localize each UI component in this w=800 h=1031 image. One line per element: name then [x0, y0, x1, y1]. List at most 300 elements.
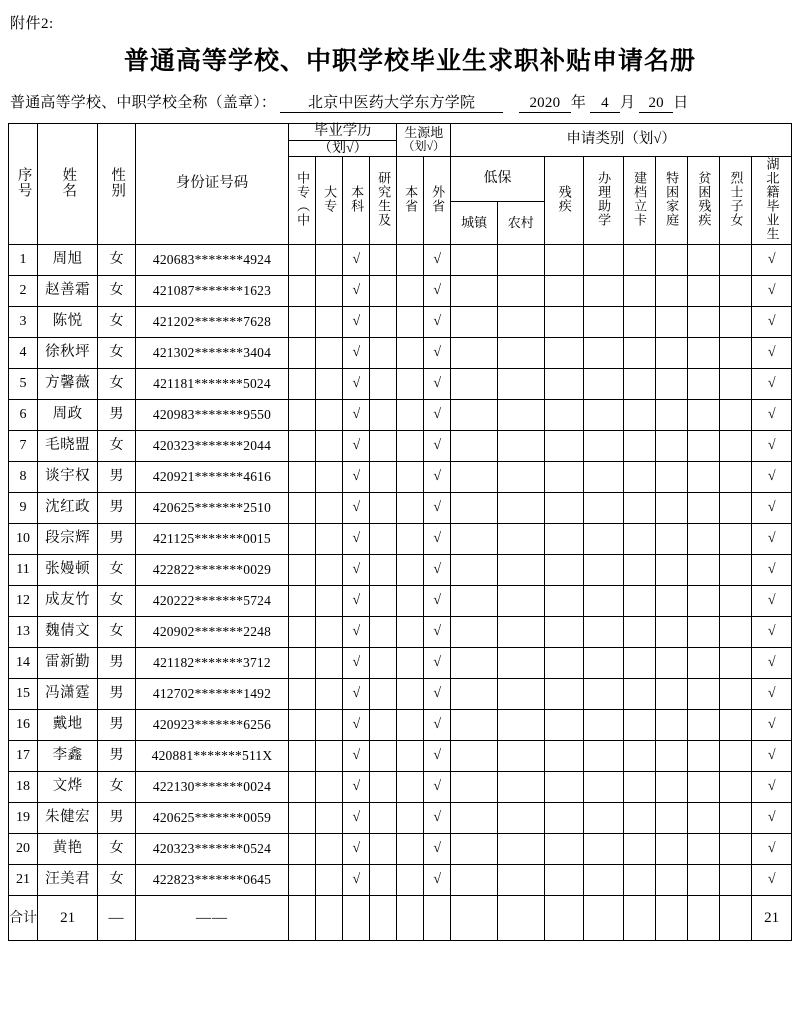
- cell-apply-check-canji[interactable]: [544, 275, 583, 306]
- cell-apply-check-pinkun[interactable]: [687, 864, 719, 895]
- cell-apply-check-canji[interactable]: [544, 523, 583, 554]
- cell-apply-check-canji[interactable]: [544, 647, 583, 678]
- cell-education-check-2[interactable]: √: [343, 833, 370, 864]
- cell-apply-check-hubei[interactable]: √: [752, 275, 792, 306]
- cell-education-check-0[interactable]: [289, 523, 316, 554]
- cell-origin-check-1[interactable]: √: [424, 368, 451, 399]
- cell-apply-check-dibao_nc[interactable]: [497, 833, 544, 864]
- cell-origin-check-0[interactable]: [397, 244, 424, 275]
- cell-education-check-0[interactable]: [289, 275, 316, 306]
- cell-apply-check-tekun[interactable]: [655, 802, 687, 833]
- cell-apply-check-lieshi[interactable]: [720, 461, 752, 492]
- cell-education-check-2[interactable]: √: [343, 709, 370, 740]
- cell-apply-check-canji[interactable]: [544, 492, 583, 523]
- cell-apply-check-canji[interactable]: [544, 244, 583, 275]
- cell-apply-check-lieshi[interactable]: [720, 306, 752, 337]
- cell-apply-check-hubei[interactable]: √: [752, 554, 792, 585]
- cell-apply-check-pinkun[interactable]: [687, 368, 719, 399]
- cell-education-check-2[interactable]: √: [343, 740, 370, 771]
- cell-education-check-2[interactable]: √: [343, 492, 370, 523]
- cell-origin-check-0[interactable]: [397, 492, 424, 523]
- cell-apply-check-pinkun[interactable]: [687, 523, 719, 554]
- cell-apply-check-tekun[interactable]: [655, 585, 687, 616]
- cell-apply-check-pinkun[interactable]: [687, 275, 719, 306]
- cell-education-check-2[interactable]: √: [343, 461, 370, 492]
- cell-education-check-0[interactable]: [289, 771, 316, 802]
- cell-education-check-3[interactable]: [370, 275, 397, 306]
- cell-apply-check-lieshi[interactable]: [720, 740, 752, 771]
- cell-education-check-2[interactable]: √: [343, 771, 370, 802]
- cell-origin-check-0[interactable]: [397, 554, 424, 585]
- school-name-field[interactable]: 北京中医药大学东方学院: [280, 91, 503, 113]
- cell-apply-check-hubei[interactable]: √: [752, 616, 792, 647]
- cell-apply-check-jiandang[interactable]: [623, 802, 655, 833]
- cell-apply-check-banli[interactable]: [584, 461, 623, 492]
- cell-apply-check-canji[interactable]: [544, 833, 583, 864]
- cell-education-check-0[interactable]: [289, 368, 316, 399]
- cell-apply-check-dibao_nc[interactable]: [497, 554, 544, 585]
- cell-apply-check-lieshi[interactable]: [720, 678, 752, 709]
- cell-apply-check-dibao_nc[interactable]: [497, 740, 544, 771]
- cell-apply-check-tekun[interactable]: [655, 771, 687, 802]
- cell-education-check-1[interactable]: [316, 430, 343, 461]
- cell-apply-check-lieshi[interactable]: [720, 802, 752, 833]
- cell-apply-check-jiandang[interactable]: [623, 616, 655, 647]
- cell-apply-check-dibao_cz[interactable]: [451, 585, 498, 616]
- cell-origin-check-1[interactable]: √: [424, 306, 451, 337]
- cell-apply-check-jiandang[interactable]: [623, 554, 655, 585]
- cell-apply-check-pinkun[interactable]: [687, 492, 719, 523]
- cell-apply-check-lieshi[interactable]: [720, 523, 752, 554]
- cell-apply-check-jiandang[interactable]: [623, 740, 655, 771]
- cell-apply-check-banli[interactable]: [584, 399, 623, 430]
- cell-education-check-0[interactable]: [289, 864, 316, 895]
- cell-education-check-2[interactable]: √: [343, 430, 370, 461]
- cell-apply-check-dibao_nc[interactable]: [497, 523, 544, 554]
- cell-apply-check-pinkun[interactable]: [687, 647, 719, 678]
- cell-apply-check-dibao_cz[interactable]: [451, 244, 498, 275]
- cell-origin-check-1[interactable]: √: [424, 709, 451, 740]
- cell-education-check-1[interactable]: [316, 771, 343, 802]
- cell-education-check-1[interactable]: [316, 306, 343, 337]
- cell-apply-check-canji[interactable]: [544, 368, 583, 399]
- cell-apply-check-banli[interactable]: [584, 430, 623, 461]
- cell-origin-check-0[interactable]: [397, 306, 424, 337]
- cell-education-check-2[interactable]: √: [343, 585, 370, 616]
- cell-apply-check-dibao_cz[interactable]: [451, 678, 498, 709]
- cell-apply-check-hubei[interactable]: √: [752, 709, 792, 740]
- cell-apply-check-dibao_cz[interactable]: [451, 368, 498, 399]
- cell-education-check-2[interactable]: √: [343, 678, 370, 709]
- cell-origin-check-1[interactable]: √: [424, 678, 451, 709]
- cell-education-check-0[interactable]: [289, 306, 316, 337]
- cell-origin-check-1[interactable]: √: [424, 275, 451, 306]
- cell-apply-check-canji[interactable]: [544, 802, 583, 833]
- cell-origin-check-1[interactable]: √: [424, 554, 451, 585]
- cell-origin-check-1[interactable]: √: [424, 523, 451, 554]
- cell-apply-check-tekun[interactable]: [655, 554, 687, 585]
- cell-origin-check-1[interactable]: √: [424, 740, 451, 771]
- cell-education-check-2[interactable]: √: [343, 554, 370, 585]
- cell-apply-check-pinkun[interactable]: [687, 585, 719, 616]
- cell-apply-check-hubei[interactable]: √: [752, 492, 792, 523]
- cell-origin-check-1[interactable]: √: [424, 802, 451, 833]
- cell-apply-check-banli[interactable]: [584, 833, 623, 864]
- cell-apply-check-banli[interactable]: [584, 802, 623, 833]
- cell-apply-check-dibao_nc[interactable]: [497, 430, 544, 461]
- cell-apply-check-tekun[interactable]: [655, 244, 687, 275]
- cell-apply-check-banli[interactable]: [584, 275, 623, 306]
- cell-apply-check-hubei[interactable]: √: [752, 647, 792, 678]
- cell-apply-check-hubei[interactable]: √: [752, 461, 792, 492]
- cell-apply-check-dibao_cz[interactable]: [451, 647, 498, 678]
- cell-apply-check-banli[interactable]: [584, 368, 623, 399]
- cell-apply-check-dibao_nc[interactable]: [497, 678, 544, 709]
- cell-origin-check-1[interactable]: √: [424, 833, 451, 864]
- cell-apply-check-hubei[interactable]: √: [752, 585, 792, 616]
- cell-origin-check-0[interactable]: [397, 833, 424, 864]
- cell-apply-check-banli[interactable]: [584, 492, 623, 523]
- cell-apply-check-banli[interactable]: [584, 616, 623, 647]
- cell-education-check-0[interactable]: [289, 244, 316, 275]
- cell-education-check-3[interactable]: [370, 678, 397, 709]
- cell-apply-check-hubei[interactable]: √: [752, 678, 792, 709]
- cell-apply-check-lieshi[interactable]: [720, 399, 752, 430]
- cell-education-check-3[interactable]: [370, 337, 397, 368]
- cell-education-check-3[interactable]: [370, 802, 397, 833]
- cell-apply-check-hubei[interactable]: √: [752, 306, 792, 337]
- cell-apply-check-tekun[interactable]: [655, 616, 687, 647]
- cell-education-check-0[interactable]: [289, 492, 316, 523]
- cell-apply-check-tekun[interactable]: [655, 275, 687, 306]
- cell-apply-check-banli[interactable]: [584, 771, 623, 802]
- cell-apply-check-lieshi[interactable]: [720, 616, 752, 647]
- cell-education-check-1[interactable]: [316, 368, 343, 399]
- cell-education-check-1[interactable]: [316, 585, 343, 616]
- cell-apply-check-tekun[interactable]: [655, 864, 687, 895]
- cell-education-check-3[interactable]: [370, 864, 397, 895]
- cell-apply-check-jiandang[interactable]: [623, 461, 655, 492]
- cell-apply-check-lieshi[interactable]: [720, 275, 752, 306]
- cell-apply-check-lieshi[interactable]: [720, 430, 752, 461]
- cell-education-check-1[interactable]: [316, 740, 343, 771]
- cell-education-check-1[interactable]: [316, 864, 343, 895]
- cell-education-check-3[interactable]: [370, 647, 397, 678]
- cell-origin-check-0[interactable]: [397, 523, 424, 554]
- cell-apply-check-pinkun[interactable]: [687, 771, 719, 802]
- cell-education-check-0[interactable]: [289, 585, 316, 616]
- cell-origin-check-0[interactable]: [397, 740, 424, 771]
- cell-apply-check-dibao_nc[interactable]: [497, 616, 544, 647]
- cell-apply-check-hubei[interactable]: √: [752, 244, 792, 275]
- cell-apply-check-pinkun[interactable]: [687, 399, 719, 430]
- cell-apply-check-dibao_cz[interactable]: [451, 864, 498, 895]
- cell-apply-check-pinkun[interactable]: [687, 244, 719, 275]
- cell-apply-check-jiandang[interactable]: [623, 337, 655, 368]
- cell-apply-check-dibao_cz[interactable]: [451, 833, 498, 864]
- cell-apply-check-pinkun[interactable]: [687, 740, 719, 771]
- cell-origin-check-1[interactable]: √: [424, 430, 451, 461]
- cell-education-check-2[interactable]: √: [343, 523, 370, 554]
- cell-apply-check-dibao_nc[interactable]: [497, 244, 544, 275]
- cell-apply-check-jiandang[interactable]: [623, 585, 655, 616]
- year-field[interactable]: 2020: [519, 95, 571, 113]
- cell-apply-check-dibao_cz[interactable]: [451, 399, 498, 430]
- cell-apply-check-jiandang[interactable]: [623, 678, 655, 709]
- cell-apply-check-canji[interactable]: [544, 337, 583, 368]
- cell-education-check-2[interactable]: √: [343, 864, 370, 895]
- cell-origin-check-0[interactable]: [397, 337, 424, 368]
- cell-education-check-2[interactable]: √: [343, 399, 370, 430]
- cell-apply-check-pinkun[interactable]: [687, 802, 719, 833]
- cell-apply-check-jiandang[interactable]: [623, 647, 655, 678]
- cell-apply-check-tekun[interactable]: [655, 337, 687, 368]
- cell-apply-check-hubei[interactable]: √: [752, 368, 792, 399]
- cell-apply-check-jiandang[interactable]: [623, 709, 655, 740]
- cell-apply-check-dibao_cz[interactable]: [451, 461, 498, 492]
- cell-origin-check-0[interactable]: [397, 864, 424, 895]
- cell-origin-check-1[interactable]: √: [424, 492, 451, 523]
- cell-education-check-1[interactable]: [316, 337, 343, 368]
- cell-apply-check-banli[interactable]: [584, 740, 623, 771]
- cell-apply-check-banli[interactable]: [584, 337, 623, 368]
- cell-education-check-3[interactable]: [370, 740, 397, 771]
- cell-apply-check-hubei[interactable]: √: [752, 523, 792, 554]
- cell-apply-check-tekun[interactable]: [655, 306, 687, 337]
- cell-apply-check-jiandang[interactable]: [623, 275, 655, 306]
- cell-apply-check-canji[interactable]: [544, 740, 583, 771]
- cell-origin-check-1[interactable]: √: [424, 399, 451, 430]
- cell-apply-check-pinkun[interactable]: [687, 833, 719, 864]
- cell-apply-check-canji[interactable]: [544, 616, 583, 647]
- cell-apply-check-pinkun[interactable]: [687, 616, 719, 647]
- cell-apply-check-dibao_cz[interactable]: [451, 523, 498, 554]
- cell-apply-check-dibao_nc[interactable]: [497, 492, 544, 523]
- cell-apply-check-dibao_cz[interactable]: [451, 616, 498, 647]
- cell-origin-check-1[interactable]: √: [424, 864, 451, 895]
- cell-apply-check-canji[interactable]: [544, 399, 583, 430]
- cell-education-check-1[interactable]: [316, 492, 343, 523]
- cell-education-check-1[interactable]: [316, 399, 343, 430]
- cell-education-check-1[interactable]: [316, 275, 343, 306]
- cell-origin-check-1[interactable]: √: [424, 244, 451, 275]
- cell-education-check-1[interactable]: [316, 616, 343, 647]
- cell-education-check-0[interactable]: [289, 678, 316, 709]
- cell-apply-check-jiandang[interactable]: [623, 523, 655, 554]
- cell-apply-check-dibao_cz[interactable]: [451, 554, 498, 585]
- cell-apply-check-dibao_nc[interactable]: [497, 275, 544, 306]
- cell-apply-check-canji[interactable]: [544, 709, 583, 740]
- cell-apply-check-jiandang[interactable]: [623, 492, 655, 523]
- cell-apply-check-lieshi[interactable]: [720, 833, 752, 864]
- cell-origin-check-0[interactable]: [397, 616, 424, 647]
- cell-apply-check-dibao_nc[interactable]: [497, 709, 544, 740]
- cell-origin-check-0[interactable]: [397, 399, 424, 430]
- cell-apply-check-dibao_cz[interactable]: [451, 771, 498, 802]
- cell-education-check-1[interactable]: [316, 709, 343, 740]
- cell-apply-check-dibao_cz[interactable]: [451, 306, 498, 337]
- cell-apply-check-pinkun[interactable]: [687, 709, 719, 740]
- cell-education-check-3[interactable]: [370, 461, 397, 492]
- cell-education-check-2[interactable]: √: [343, 275, 370, 306]
- cell-apply-check-jiandang[interactable]: [623, 771, 655, 802]
- cell-apply-check-hubei[interactable]: √: [752, 337, 792, 368]
- cell-education-check-3[interactable]: [370, 430, 397, 461]
- cell-apply-check-tekun[interactable]: [655, 492, 687, 523]
- cell-apply-check-hubei[interactable]: √: [752, 802, 792, 833]
- cell-education-check-3[interactable]: [370, 306, 397, 337]
- cell-apply-check-dibao_nc[interactable]: [497, 461, 544, 492]
- cell-origin-check-0[interactable]: [397, 430, 424, 461]
- cell-apply-check-pinkun[interactable]: [687, 337, 719, 368]
- cell-origin-check-0[interactable]: [397, 771, 424, 802]
- cell-education-check-0[interactable]: [289, 461, 316, 492]
- cell-apply-check-dibao_nc[interactable]: [497, 802, 544, 833]
- cell-education-check-2[interactable]: √: [343, 368, 370, 399]
- cell-education-check-0[interactable]: [289, 647, 316, 678]
- cell-education-check-0[interactable]: [289, 802, 316, 833]
- cell-apply-check-banli[interactable]: [584, 678, 623, 709]
- cell-origin-check-1[interactable]: √: [424, 616, 451, 647]
- cell-apply-check-dibao_nc[interactable]: [497, 864, 544, 895]
- cell-apply-check-hubei[interactable]: √: [752, 430, 792, 461]
- cell-apply-check-lieshi[interactable]: [720, 368, 752, 399]
- cell-apply-check-banli[interactable]: [584, 554, 623, 585]
- cell-apply-check-dibao_nc[interactable]: [497, 585, 544, 616]
- cell-apply-check-tekun[interactable]: [655, 523, 687, 554]
- cell-apply-check-dibao_nc[interactable]: [497, 399, 544, 430]
- cell-apply-check-canji[interactable]: [544, 585, 583, 616]
- cell-education-check-3[interactable]: [370, 492, 397, 523]
- cell-origin-check-1[interactable]: √: [424, 337, 451, 368]
- cell-apply-check-tekun[interactable]: [655, 833, 687, 864]
- cell-apply-check-banli[interactable]: [584, 864, 623, 895]
- cell-apply-check-banli[interactable]: [584, 647, 623, 678]
- cell-apply-check-dibao_nc[interactable]: [497, 647, 544, 678]
- cell-education-check-2[interactable]: √: [343, 244, 370, 275]
- cell-apply-check-dibao_nc[interactable]: [497, 368, 544, 399]
- cell-apply-check-dibao_cz[interactable]: [451, 275, 498, 306]
- cell-apply-check-lieshi[interactable]: [720, 585, 752, 616]
- cell-origin-check-1[interactable]: √: [424, 585, 451, 616]
- cell-apply-check-dibao_cz[interactable]: [451, 802, 498, 833]
- cell-apply-check-tekun[interactable]: [655, 709, 687, 740]
- cell-apply-check-canji[interactable]: [544, 864, 583, 895]
- cell-origin-check-0[interactable]: [397, 802, 424, 833]
- cell-apply-check-lieshi[interactable]: [720, 647, 752, 678]
- cell-education-check-3[interactable]: [370, 523, 397, 554]
- cell-education-check-1[interactable]: [316, 802, 343, 833]
- cell-apply-check-lieshi[interactable]: [720, 709, 752, 740]
- cell-education-check-0[interactable]: [289, 337, 316, 368]
- cell-apply-check-dibao_nc[interactable]: [497, 306, 544, 337]
- cell-apply-check-jiandang[interactable]: [623, 399, 655, 430]
- day-field[interactable]: 20: [639, 95, 673, 113]
- cell-origin-check-1[interactable]: √: [424, 461, 451, 492]
- cell-education-check-1[interactable]: [316, 523, 343, 554]
- cell-education-check-2[interactable]: √: [343, 337, 370, 368]
- cell-apply-check-hubei[interactable]: √: [752, 399, 792, 430]
- cell-apply-check-canji[interactable]: [544, 306, 583, 337]
- cell-education-check-0[interactable]: [289, 554, 316, 585]
- cell-apply-check-tekun[interactable]: [655, 740, 687, 771]
- cell-education-check-2[interactable]: √: [343, 306, 370, 337]
- cell-apply-check-canji[interactable]: [544, 554, 583, 585]
- cell-apply-check-hubei[interactable]: √: [752, 833, 792, 864]
- cell-apply-check-lieshi[interactable]: [720, 492, 752, 523]
- cell-education-check-1[interactable]: [316, 833, 343, 864]
- month-field[interactable]: 4: [590, 95, 620, 113]
- cell-education-check-3[interactable]: [370, 771, 397, 802]
- cell-apply-check-banli[interactable]: [584, 306, 623, 337]
- cell-origin-check-0[interactable]: [397, 709, 424, 740]
- cell-origin-check-0[interactable]: [397, 647, 424, 678]
- cell-education-check-3[interactable]: [370, 585, 397, 616]
- cell-origin-check-1[interactable]: √: [424, 771, 451, 802]
- cell-apply-check-dibao_nc[interactable]: [497, 771, 544, 802]
- cell-education-check-3[interactable]: [370, 244, 397, 275]
- cell-apply-check-tekun[interactable]: [655, 430, 687, 461]
- cell-apply-check-jiandang[interactable]: [623, 244, 655, 275]
- cell-apply-check-banli[interactable]: [584, 585, 623, 616]
- cell-apply-check-jiandang[interactable]: [623, 430, 655, 461]
- cell-education-check-1[interactable]: [316, 647, 343, 678]
- cell-apply-check-banli[interactable]: [584, 244, 623, 275]
- cell-apply-check-lieshi[interactable]: [720, 337, 752, 368]
- cell-apply-check-dibao_cz[interactable]: [451, 492, 498, 523]
- cell-education-check-0[interactable]: [289, 430, 316, 461]
- cell-apply-check-hubei[interactable]: √: [752, 864, 792, 895]
- cell-apply-check-tekun[interactable]: [655, 461, 687, 492]
- cell-apply-check-canji[interactable]: [544, 461, 583, 492]
- cell-apply-check-dibao_nc[interactable]: [497, 337, 544, 368]
- cell-apply-check-lieshi[interactable]: [720, 554, 752, 585]
- cell-education-check-0[interactable]: [289, 740, 316, 771]
- cell-education-check-2[interactable]: √: [343, 802, 370, 833]
- cell-education-check-2[interactable]: √: [343, 616, 370, 647]
- cell-apply-check-tekun[interactable]: [655, 678, 687, 709]
- cell-education-check-2[interactable]: √: [343, 647, 370, 678]
- cell-education-check-1[interactable]: [316, 678, 343, 709]
- cell-education-check-3[interactable]: [370, 399, 397, 430]
- cell-education-check-0[interactable]: [289, 709, 316, 740]
- cell-apply-check-canji[interactable]: [544, 430, 583, 461]
- cell-apply-check-hubei[interactable]: √: [752, 771, 792, 802]
- cell-apply-check-dibao_cz[interactable]: [451, 430, 498, 461]
- cell-education-check-1[interactable]: [316, 461, 343, 492]
- cell-apply-check-lieshi[interactable]: [720, 771, 752, 802]
- cell-apply-check-tekun[interactable]: [655, 647, 687, 678]
- cell-education-check-0[interactable]: [289, 399, 316, 430]
- cell-education-check-3[interactable]: [370, 368, 397, 399]
- cell-apply-check-banli[interactable]: [584, 709, 623, 740]
- cell-apply-check-banli[interactable]: [584, 523, 623, 554]
- cell-apply-check-dibao_cz[interactable]: [451, 740, 498, 771]
- cell-apply-check-tekun[interactable]: [655, 368, 687, 399]
- cell-apply-check-lieshi[interactable]: [720, 864, 752, 895]
- cell-apply-check-tekun[interactable]: [655, 399, 687, 430]
- cell-apply-check-pinkun[interactable]: [687, 430, 719, 461]
- cell-apply-check-dibao_cz[interactable]: [451, 337, 498, 368]
- cell-apply-check-hubei[interactable]: √: [752, 740, 792, 771]
- cell-apply-check-jiandang[interactable]: [623, 864, 655, 895]
- cell-apply-check-lieshi[interactable]: [720, 244, 752, 275]
- cell-apply-check-canji[interactable]: [544, 771, 583, 802]
- cell-apply-check-jiandang[interactable]: [623, 368, 655, 399]
- cell-origin-check-0[interactable]: [397, 678, 424, 709]
- cell-apply-check-jiandang[interactable]: [623, 833, 655, 864]
- cell-education-check-3[interactable]: [370, 833, 397, 864]
